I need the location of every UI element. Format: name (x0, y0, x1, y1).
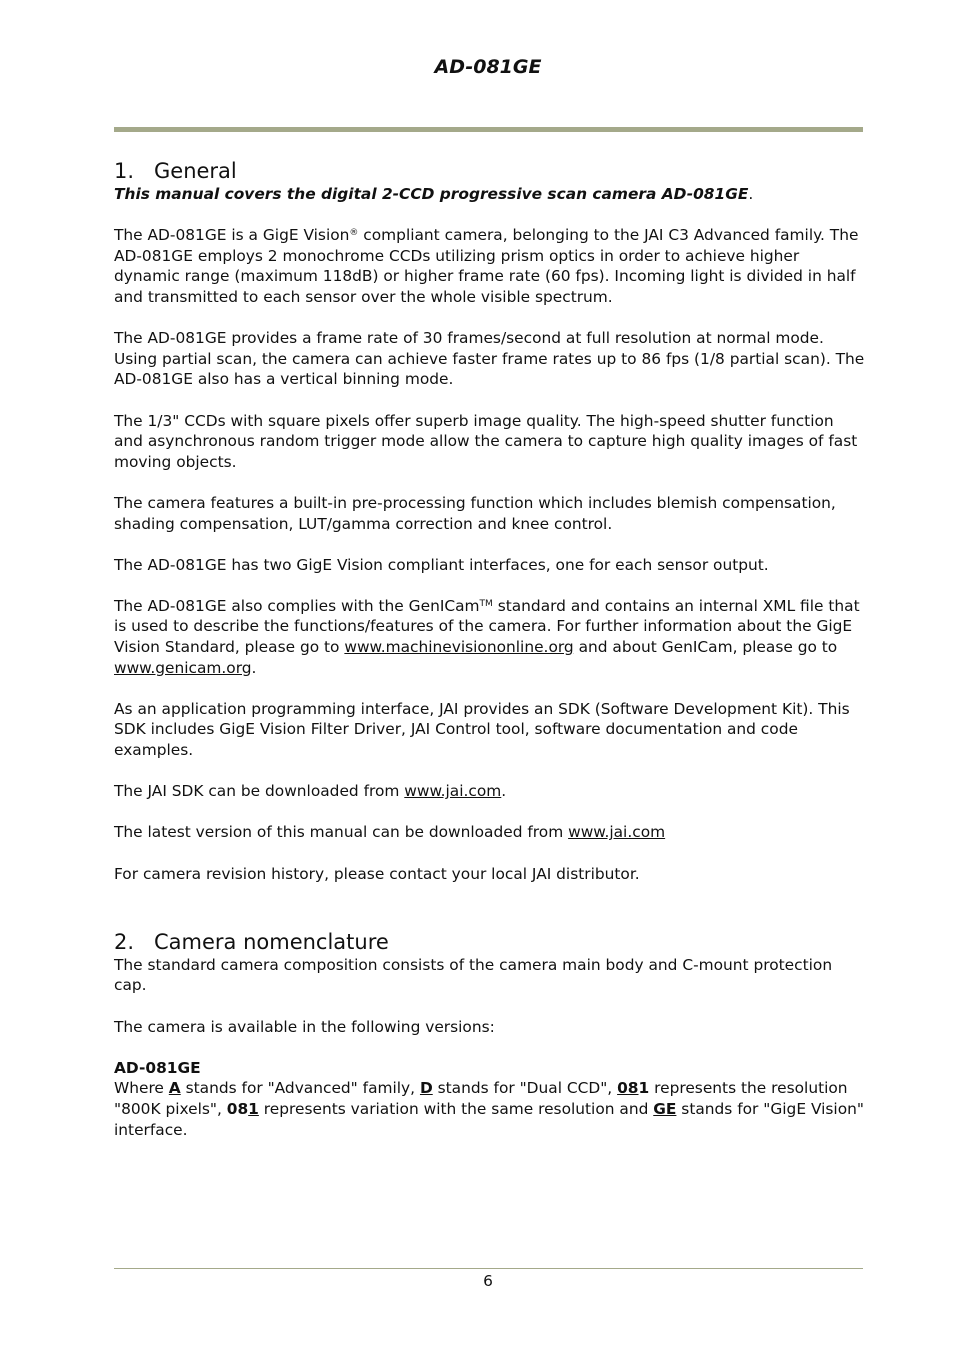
section-heading-nomenclature (114, 929, 866, 955)
section-number: 1. (114, 159, 135, 183)
paragraph: The JAI SDK can be downloaded from www.jai.com. (114, 782, 507, 801)
registered-mark: ® (349, 228, 359, 239)
page-content (114, 158, 866, 1161)
section-number: 2. (114, 929, 135, 954)
nomenclature-description: Where A stands for "Advanced" family, D stands for "Dual CCD", 081 represents the resolution "800K pixels", 081 represents variation with the same resolution and GE stands for "GigE Vision" interface. (114, 1079, 864, 1139)
section-title: General (154, 159, 237, 183)
trademark-mark: TM (479, 598, 493, 609)
link-jai-manual[interactable]: www.jai.com (568, 823, 666, 842)
paragraph: As an application programming interface, JAI provides an SDK (Software Development Kit). This SDK includes GigE Vision Filter Driver, JAI Control tool, software documentation and code examples. (114, 699, 850, 760)
paragraph: The AD-081GE provides a frame rate of 30 frames/second at full resolution at normal mode. Using partial scan, the camera can achieve faster frame rates up to 86 fps (1/8 partial scan). The AD-081GE also has a vertical binning mode. (114, 329, 865, 389)
paragraph: The AD-081GE is a GigE Vision® compliant camera, belonging to the JAI C3 Advanced family. The AD-081GE employs 2 monochrome CCDs utilizing prism optics in order to achieve higher dynamic range (maximum 118dB) or higher frame rate (60 fps). Incoming light is divided in half and transmitted to each sensor over the whole visible spectrum. (114, 226, 859, 306)
footer-divider (114, 1268, 863, 1269)
model-name: AD-081GE (114, 1058, 201, 1077)
link-machinevisiononline[interactable]: www.machinevisiononline.org (344, 638, 574, 657)
document-title: AD-081GE (434, 56, 542, 78)
paragraph: For camera revision history, please contact your local JAI distributor. (114, 864, 640, 883)
paragraph: The 1/3" CCDs with square pixels offer superb image quality. The high-speed shutter function and asynchronous random trigger mode allow the camera to capture high quality images of fast moving objects. (114, 411, 858, 471)
section-heading-general (114, 158, 866, 184)
paragraph: The camera is available in the following versions: (114, 1017, 495, 1036)
paragraph: The latest version of this manual can be downloaded from www.jai.com (114, 823, 666, 842)
link-jai-sdk[interactable]: www.jai.com (404, 782, 502, 801)
page-number: 6 (483, 1272, 493, 1290)
paragraph: The standard camera composition consists of the camera main body and C-mount protection cap. (114, 955, 833, 995)
header-divider (114, 127, 863, 132)
lead-paragraph: This manual covers the digital 2-CCD progressive scan camera AD-081GE. (114, 185, 754, 203)
paragraph: The AD-081GE has two GigE Vision compliant interfaces, one for each sensor output. (114, 555, 769, 574)
link-genicam[interactable]: www.genicam.org (114, 658, 252, 677)
paragraph: The AD-081GE also complies with the GenICam™ standard and contains an internal XML file that is used to describe the functions/features of the camera. For further information about the GigE Vision Standard, please go to www.machinevisiononline.org and about GenICam, please go to www.genicam.org. (114, 596, 860, 677)
paragraph: The camera features a built-in pre-processing function which includes blemish compensation, shading compensation, LUT/gamma correction and knee control. (114, 493, 836, 533)
section-title: Camera nomenclature (154, 929, 389, 954)
